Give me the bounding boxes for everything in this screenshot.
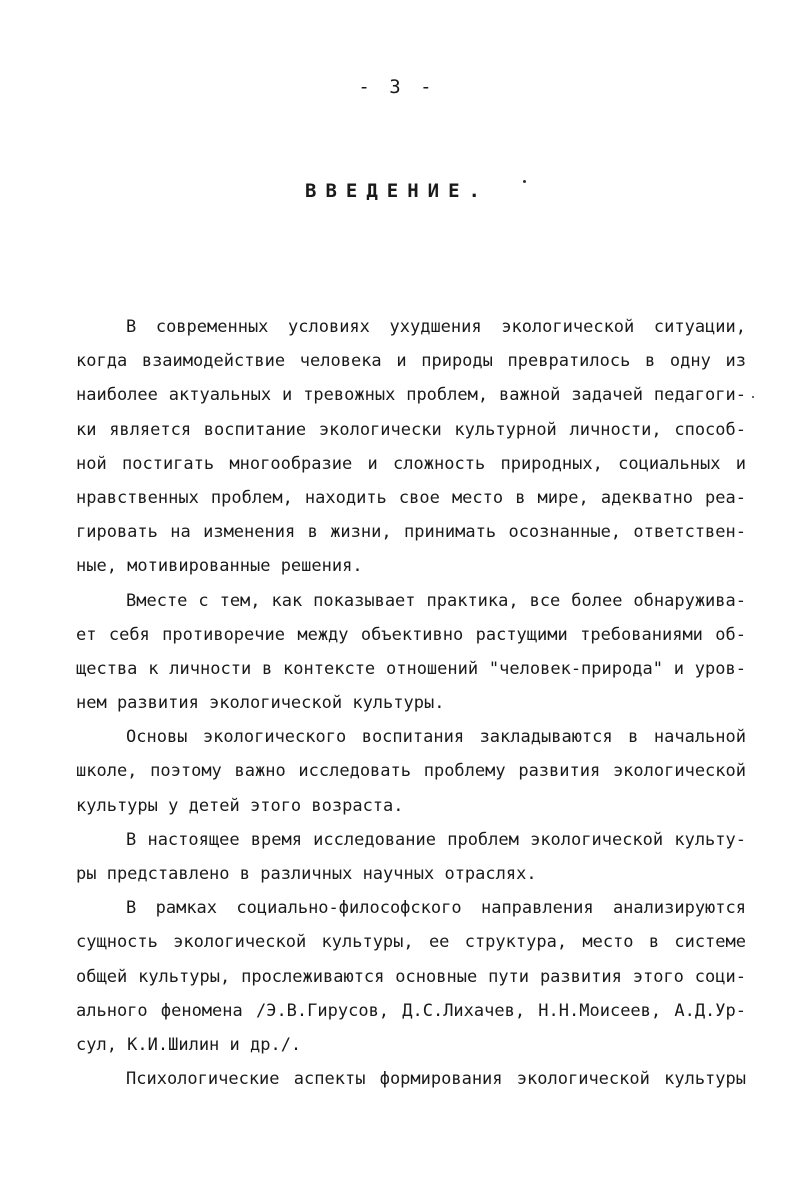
- text-line: Психологические аспекты формирования экологической культуры: [126, 1069, 746, 1090]
- paragraph-5: [76, 891, 746, 1062]
- text-line: школе, поэтому важно исследовать проблему развития экологической: [76, 761, 746, 782]
- text-line: ной постигать многообразие и сложность природных, социальных и: [76, 453, 746, 474]
- section-title: ВВЕДЕНИЕ.: [305, 180, 489, 202]
- text-line: общей культуры, прослеживаются основные пути развития этого соци-: [76, 966, 746, 987]
- scan-speck: [752, 396, 754, 398]
- text-line: ального феномена /Э.В.Гирусов, Д.С.Лихачев, Н.Н.Моисеев, А.Д.Ур-: [76, 1000, 746, 1021]
- text-line: щества к личности в контексте отношений "человек-природа" и уров-: [76, 658, 746, 679]
- text-line: гировать на изменения в жизни, принимать осознанные, ответствен-: [76, 522, 746, 543]
- paragraph-6: [76, 1062, 746, 1096]
- text-line: сул, К.И.Шилин и др./.: [76, 1034, 302, 1055]
- text-line: нем развития экологической культуры.: [76, 693, 445, 714]
- text-line: когда взаимодействие человека и природы превратилось в одну из: [76, 351, 746, 372]
- text-line: сущность экологической культуры, ее структура, место в системе: [76, 932, 746, 953]
- text-line: ры представлено в различных научных отраслях.: [76, 864, 537, 884]
- text-line: Основы экологического воспитания закладываются в начальной: [126, 727, 746, 748]
- paragraph-4: [76, 823, 746, 891]
- text-line: В рамках социально-философского направления анализируются: [126, 898, 746, 919]
- text-line: Вместе с тем, как показывает практика, все более обнаруживa-: [126, 590, 746, 611]
- text-line: ет себя противоречие между объективно растущими требованиями об-: [76, 624, 746, 645]
- paragraph-3: [76, 720, 746, 823]
- text-line: ные, мотивированные решения.: [76, 556, 363, 577]
- text-line: культуры у детей этого возраста.: [76, 795, 404, 816]
- paragraph-2: [76, 584, 746, 721]
- text-line: В настоящее время исследование проблем экологической культу-: [126, 829, 746, 850]
- page-number: - 3 -: [358, 76, 436, 98]
- body-text: [76, 310, 746, 1096]
- text-line: нравственных проблем, находить свое место в мире, адекватно реа-: [76, 487, 746, 508]
- text-line: ки является воспитание экологически культурной личности, способ-: [76, 419, 746, 440]
- text-line: наиболее актуальных и тревожных проблем, важной задачей педагоги-: [76, 385, 746, 406]
- text-line: В современных условиях ухудшения экологической ситуации,: [126, 317, 746, 337]
- scan-speck: [523, 180, 526, 183]
- paragraph-1: [76, 310, 746, 584]
